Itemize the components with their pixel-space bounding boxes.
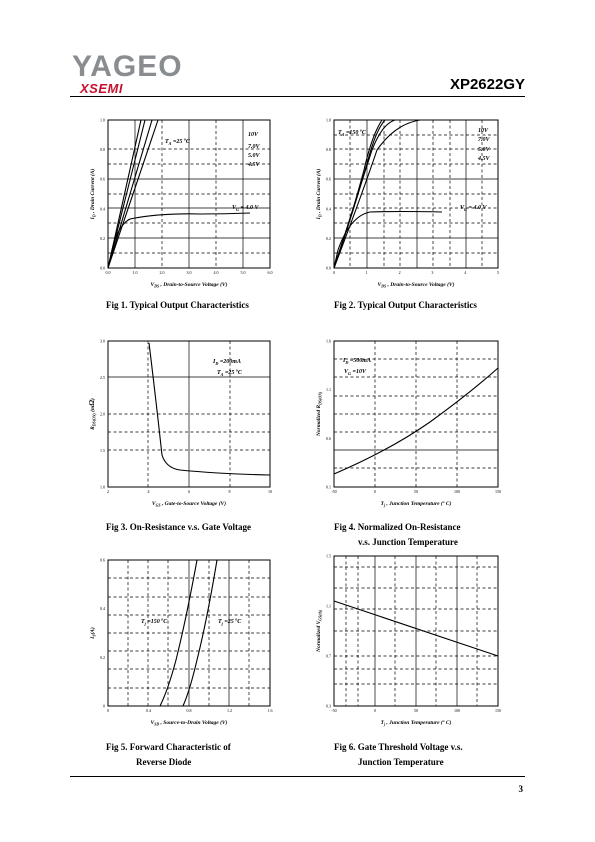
fig1-caption xyxy=(106,298,249,313)
fig1-annotation: $T_A =25$ $^o$C xyxy=(165,137,190,146)
fig1-curve xyxy=(108,213,250,268)
fig4-annotation: $I_D =500mA$ xyxy=(343,358,371,365)
fig4-y-tick-label: 1.1 xyxy=(326,387,331,393)
fig2-y-tick-label: 0.8 xyxy=(326,147,331,153)
fig6-x-tick-label: 0 xyxy=(374,708,376,713)
fig3-chart xyxy=(87,339,272,508)
fig1-y-axis-title: $I_D$ , Drain Current (A) xyxy=(90,168,97,220)
fig2-annotation: 4.5V xyxy=(478,156,490,162)
fig5-x-tick-label: 0 xyxy=(107,708,109,713)
fig1-x-tick-label: 1.0 xyxy=(132,270,138,275)
fig5-x-tick-label: 0.4 xyxy=(146,708,151,713)
fig3-x-tick-label: 10 xyxy=(268,489,272,494)
fig5-y-tick-label: 0.2 xyxy=(100,654,105,660)
fig1-x-tick-label: 2.0 xyxy=(159,270,165,275)
fig3-y-tick-label: 2.5 xyxy=(100,375,105,380)
fig2-y-tick-label: 0.2 xyxy=(326,235,331,241)
fig6-x-tick-label: 100 xyxy=(454,708,460,713)
fig5-x-tick-label: 0.8 xyxy=(186,708,192,713)
fig1-annotation: 5.0V xyxy=(248,153,260,159)
fig3-x-axis-title: $V_{GS}$ , Gate-to-Source Voltage (V) xyxy=(151,501,227,508)
fig1-annotation: 7.0V xyxy=(248,144,260,150)
fig3-x-tick-label: 4 xyxy=(147,489,150,494)
fig1-annotation: 4.5V xyxy=(248,162,260,168)
caption-line: Fig 6. Gate Threshold Voltage v.s. xyxy=(334,742,463,752)
fig1-annotation: 10V xyxy=(248,132,259,138)
fig6-y-tick-label: 1.1 xyxy=(326,603,331,609)
fig5-y-tick-label: 0.4 xyxy=(100,606,105,612)
fig4-x-axis-title: $T_j$ , Junction Temperature ($^o$ C) xyxy=(380,499,452,508)
fig1-x-tick-label: 4.0 xyxy=(213,270,219,275)
brand-name: YAGEO xyxy=(72,50,183,83)
fig5-chart xyxy=(89,558,273,727)
fig6-y-tick-label: 0.3 xyxy=(326,703,331,709)
fig1-x-axis-title: $V_{DS}$ , Drain-to-Source Voltage (V) xyxy=(150,282,228,289)
fig6-y-tick-label: 1.5 xyxy=(326,553,331,559)
fig6-y-axis-title: Normalized $V_{GS(th)}$ xyxy=(316,609,323,653)
fig3-y-axis-title: $R_{DS(ON)}$ (mΩ) xyxy=(87,398,97,430)
caption-line: Fig 4. Normalized On-Resistance xyxy=(334,522,461,532)
fig3-curve xyxy=(149,343,270,475)
fig4-y-tick-label: 0.1 xyxy=(326,484,331,490)
fig4-x-tick-label: 50 xyxy=(414,489,418,494)
fig6-x-tick-label: 50 xyxy=(414,708,418,713)
fig5-curve xyxy=(183,560,217,706)
fig4-x-tick-label: 0 xyxy=(374,489,376,494)
fig2-annotation: $V_G = 4.0$ V xyxy=(460,205,487,212)
fig3-y-tick-label: 1.5 xyxy=(100,448,105,453)
caption-line: Fig 1. Typical Output Characteristics xyxy=(106,300,249,310)
fig5-x-tick-label: 1.6 xyxy=(267,708,273,713)
fig2-y-tick-label: 0.0 xyxy=(326,265,331,271)
fig1-y-tick-label: 0.6 xyxy=(100,176,105,182)
fig1-annotation: $V_G = 4.0$ V xyxy=(232,205,259,212)
fig6-x-axis-title: $T_j$ , Junction Temperature ($^o$ C) xyxy=(380,718,452,727)
fig5-y-tick-label: 0.6 xyxy=(100,557,105,563)
caption-line: Fig 3. On-Resistance v.s. Gate Voltage xyxy=(106,522,251,532)
fig3-y-tick-label: 1.0 xyxy=(100,484,105,490)
fig5-x-tick-label: 1.2 xyxy=(227,708,232,713)
fig5-y-tick-label: 0 xyxy=(103,703,105,709)
fig4-x-tick-label: 150 xyxy=(495,489,501,494)
fig1-x-tick-label: 0.0 xyxy=(105,270,111,275)
fig1-y-tick-label: 0.8 xyxy=(100,147,105,153)
fig4-chart xyxy=(316,339,501,508)
fig3-annotation: $I_D =200mA$ xyxy=(213,359,241,366)
fig6-x-tick-label: -50 xyxy=(331,708,337,713)
footer-divider xyxy=(70,776,525,777)
fig1-y-tick-label: 0.4 xyxy=(100,206,105,212)
fig5-y-axis-title: $I_S(A)$ xyxy=(90,627,97,639)
fig6-chart xyxy=(316,554,501,727)
fig2-y-axis-title: $I_D$ , Drain Current (A) xyxy=(316,168,323,220)
fig1-x-tick-label: 3.0 xyxy=(186,270,192,275)
fig2-y-tick-label: 0.6 xyxy=(326,176,331,182)
fig3-x-tick-label: 6 xyxy=(188,489,190,494)
page-number: 3 xyxy=(518,784,523,794)
fig4-x-tick-label: -50 xyxy=(331,489,337,494)
caption-line: Reverse Diode xyxy=(136,757,192,767)
fig4-y-tick-label: 1.6 xyxy=(326,338,331,344)
fig5-caption xyxy=(106,740,231,770)
fig4-caption xyxy=(334,520,460,550)
fig3-x-tick-label: 2 xyxy=(107,489,109,494)
fig1-chart xyxy=(89,118,273,289)
fig2-x-tick-label: 4 xyxy=(464,270,467,275)
fig6-caption xyxy=(334,740,463,770)
fig4-x-tick-label: 100 xyxy=(454,489,460,494)
fig5-annotation: $T_j =25$ $^o$C xyxy=(218,617,242,626)
fig1-y-tick-label: 1.0 xyxy=(100,117,105,123)
caption-line: Fig 2. Typical Output Characteristics xyxy=(334,300,477,310)
fig3-annotation: $T_A =25$ $^o$C xyxy=(217,368,242,377)
fig4-annotation: $V_G =10V$ xyxy=(344,369,366,376)
caption-line: Fig 5. Forward Characteristic of xyxy=(106,742,231,752)
fig1-x-tick-label: 5.0 xyxy=(240,270,246,275)
fig2-annotation: 7.0V xyxy=(478,137,490,143)
fig3-y-tick-label: 2.0 xyxy=(100,411,105,417)
fig4-y-axis-title: Normalized $R_{DS(ON)}$ xyxy=(316,391,323,437)
fig6-y-tick-label: 0.7 xyxy=(326,653,331,659)
caption-line: Junction Temperature xyxy=(358,757,444,767)
fig2-chart xyxy=(315,118,499,289)
fig2-y-tick-label: 0.4 xyxy=(326,206,331,212)
caption-line: v.s. Junction Temperature xyxy=(358,537,458,547)
fig1-x-tick-label: 6.0 xyxy=(267,270,273,275)
fig3-caption xyxy=(106,520,251,535)
part-number: XP2622GY xyxy=(449,76,525,93)
fig5-x-axis-title: $V_{SD}$ , Source-to-Drain Voltage (V) xyxy=(150,720,228,727)
fig1-y-tick-label: 0.0 xyxy=(100,265,105,271)
fig2-caption xyxy=(334,298,477,313)
fig2-x-tick-label: 2 xyxy=(398,270,401,275)
fig2-x-tick-label: 0 xyxy=(333,270,335,275)
fig3-y-tick-label: 3.0 xyxy=(100,338,105,344)
fig4-y-tick-label: 0.6 xyxy=(326,435,331,441)
fig2-annotation: 10V xyxy=(478,128,489,134)
fig2-x-tick-label: 1 xyxy=(365,270,368,275)
fig1-y-tick-label: 0.2 xyxy=(100,235,105,241)
fig2-annotation: $T_A =150$ $^o$C xyxy=(338,128,366,137)
fig2-x-axis-title: $V_{DS}$ , Drain-to-Source Voltage (V) xyxy=(377,282,455,289)
fig2-annotation: 5.0V xyxy=(478,147,490,153)
fig2-x-tick-label: 3 xyxy=(431,270,434,275)
fig5-annotation: $T_j =150$ $^o$C xyxy=(141,617,168,626)
fig2-y-tick-label: 1.0 xyxy=(326,117,331,123)
fig6-x-tick-label: 150 xyxy=(495,708,501,713)
fig3-x-tick-label: 8 xyxy=(228,489,231,494)
sub-brand-name: XSEMI xyxy=(80,81,123,96)
fig2-x-tick-label: 5 xyxy=(497,270,499,275)
